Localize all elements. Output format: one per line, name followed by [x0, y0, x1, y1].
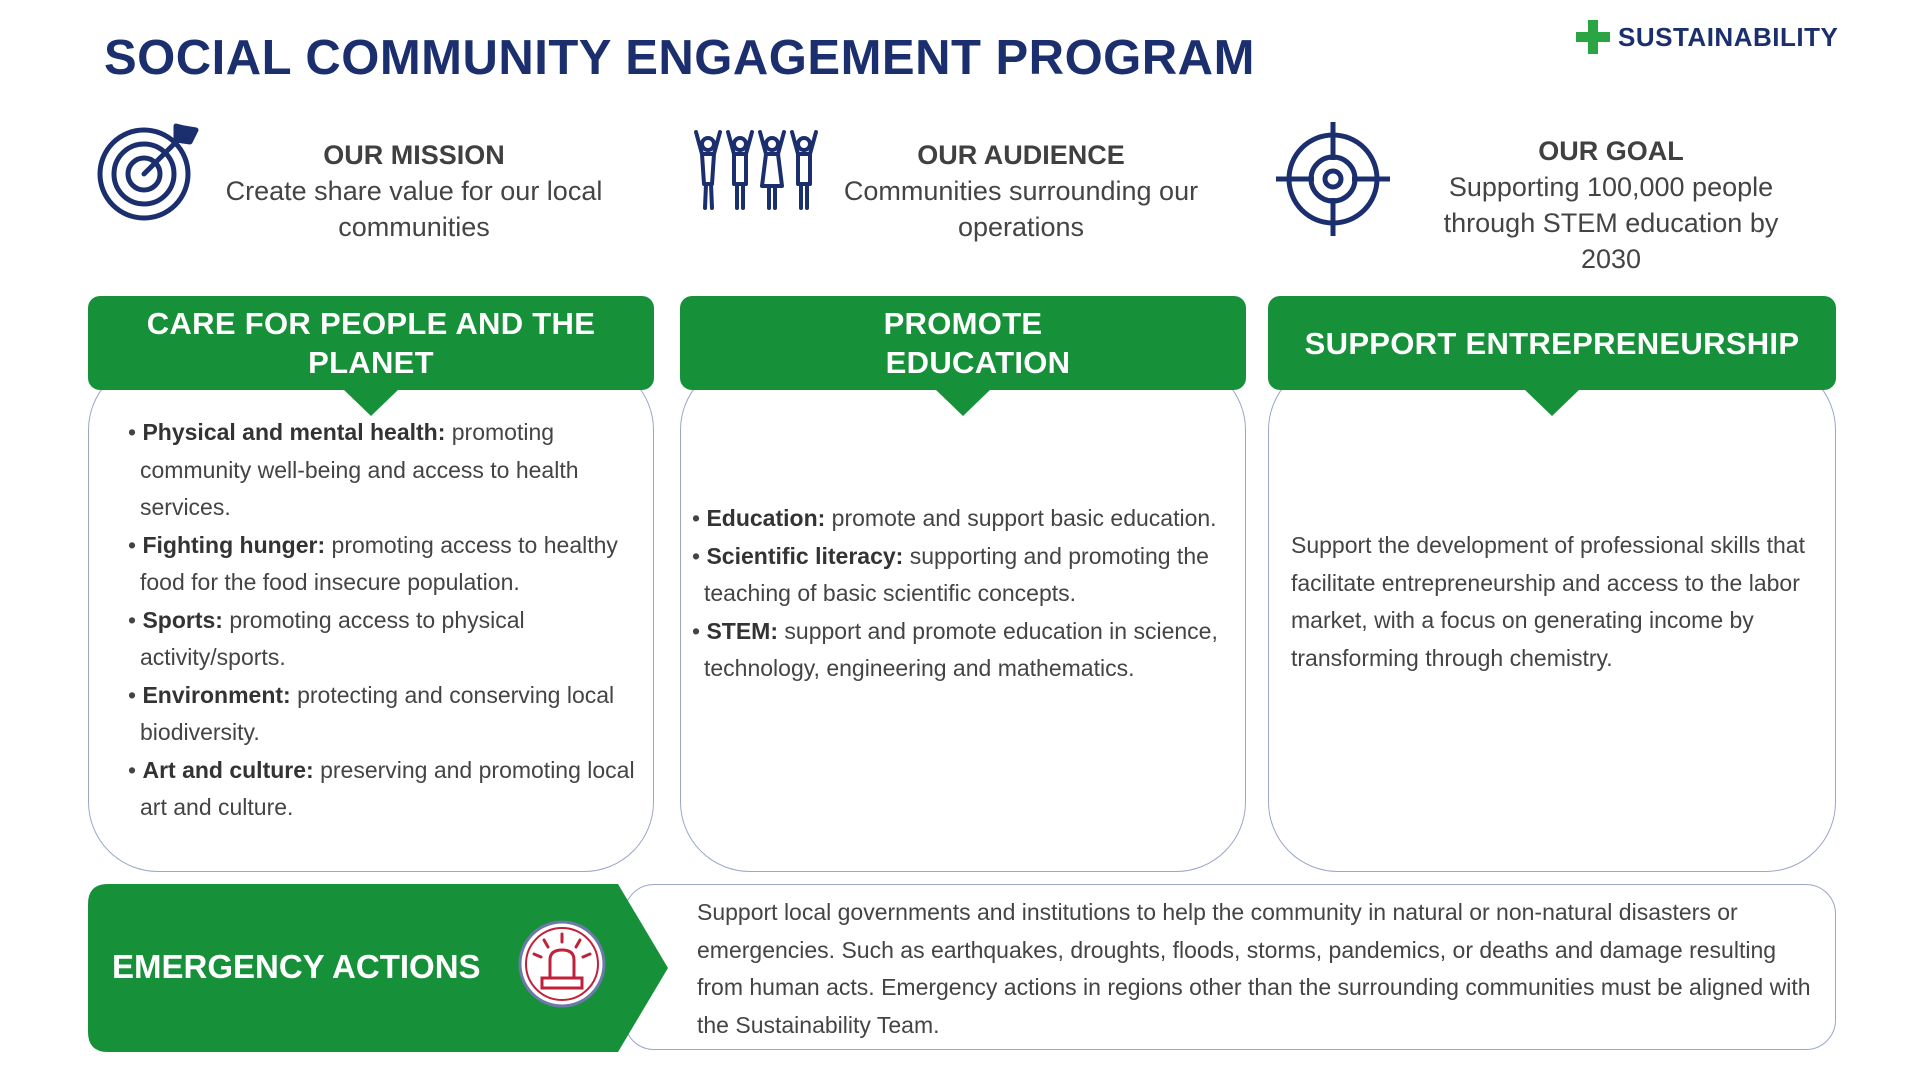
- bullet-label: Environment:: [142, 681, 291, 708]
- goal-heading: OUR GOAL: [1538, 136, 1684, 166]
- mission-text-line: Create share value for our local: [225, 176, 603, 206]
- bullet-label: Scientific literacy:: [706, 542, 904, 569]
- list-item: [124, 677, 636, 752]
- education-title-line: PROMOTE: [883, 306, 1043, 341]
- list-item: [688, 613, 1238, 688]
- bullet-label: Sports:: [142, 606, 223, 633]
- goal-text-line: Supporting 100,000 people: [1448, 172, 1774, 202]
- bullet-text: protecting and conserving local biodiversity.: [140, 681, 615, 745]
- entrepreneurship-text: Support the development of professional skills that facilitate entrepreneurship and access to the labor market, with a focus on generating income by transforming through chemistry.: [1291, 532, 1805, 671]
- page-title: SOCIAL COMMUNITY ENGAGEMENT PROGRAM: [104, 31, 1255, 85]
- care-title-line: CARE FOR PEOPLE AND THE: [146, 306, 596, 341]
- mission-block: [206, 137, 622, 245]
- logo-text: SUSTAINABILITY: [1618, 21, 1839, 52]
- bullet-text: supporting and promoting the teaching of basic scientific concepts.: [704, 542, 1209, 606]
- audience-block: [826, 137, 1216, 245]
- audience-text-line: Communities surrounding our: [843, 176, 1199, 206]
- education-title-line: EDUCATION: [885, 345, 1071, 380]
- emergency-text: Support local governments and institutions to help the community in natural or non-natural disasters or emergencies. Such as earthquakes, droughts, floods, storms, pandemics, or deaths and damage resulting from human acts. Emergency actions in regions other than the surrounding communities must be aligned with the Sustainability Team.: [697, 899, 1811, 1038]
- people-group-icon: [692, 128, 818, 212]
- bullet-text: preserving and promoting local art and culture.: [140, 756, 635, 820]
- sustainability-logo: [1576, 20, 1838, 54]
- bullet-text: promoting community well-being and access to health services.: [140, 419, 579, 520]
- goal-text-line: 2030: [1580, 244, 1642, 274]
- bullet-label: Fighting hunger:: [142, 531, 326, 558]
- green-plus-icon: [1576, 20, 1610, 54]
- list-item: [688, 500, 1238, 538]
- education-bullet-list: [688, 500, 1238, 688]
- bullet-label: Education:: [706, 505, 826, 531]
- target-arrow-icon: [96, 118, 200, 222]
- list-item: [124, 602, 636, 677]
- care-banner: [88, 296, 654, 390]
- bullet-text: promote and support basic education.: [825, 505, 1217, 531]
- audience-text-line: operations: [957, 212, 1085, 242]
- mission-text-line: communities: [338, 212, 490, 242]
- list-item: [124, 752, 636, 827]
- list-item: [688, 538, 1238, 613]
- audience-heading: OUR AUDIENCE: [917, 140, 1125, 170]
- list-item: [124, 527, 636, 602]
- list-item: [124, 414, 636, 527]
- crosshair-icon: [1274, 120, 1392, 238]
- bullet-text: promoting access to physical activity/sports.: [140, 606, 525, 670]
- bullet-text: support and promote education in science, technology, engineering and mathematics.: [704, 617, 1218, 681]
- entrepreneurship-title: SUPPORT ENTREPRENEURSHIP: [1304, 325, 1800, 361]
- care-title-line: PLANET: [308, 345, 434, 380]
- education-banner: [680, 296, 1246, 390]
- goal-block: [1406, 133, 1816, 277]
- entrepreneurship-banner: [1268, 296, 1836, 390]
- mission-heading: OUR MISSION: [323, 140, 505, 170]
- bullet-text: promoting access to healthy food for the food insecure population.: [140, 531, 618, 595]
- bullet-label: STEM:: [706, 617, 779, 644]
- goal-text-line: through STEM education by: [1443, 208, 1779, 238]
- bullet-label: Art and culture:: [142, 756, 314, 783]
- care-bullet-list: [124, 414, 636, 827]
- bullet-label: Physical and mental health:: [142, 419, 446, 445]
- emergency-title: EMERGENCY ACTIONS: [112, 948, 481, 985]
- siren-icon: [518, 920, 606, 1008]
